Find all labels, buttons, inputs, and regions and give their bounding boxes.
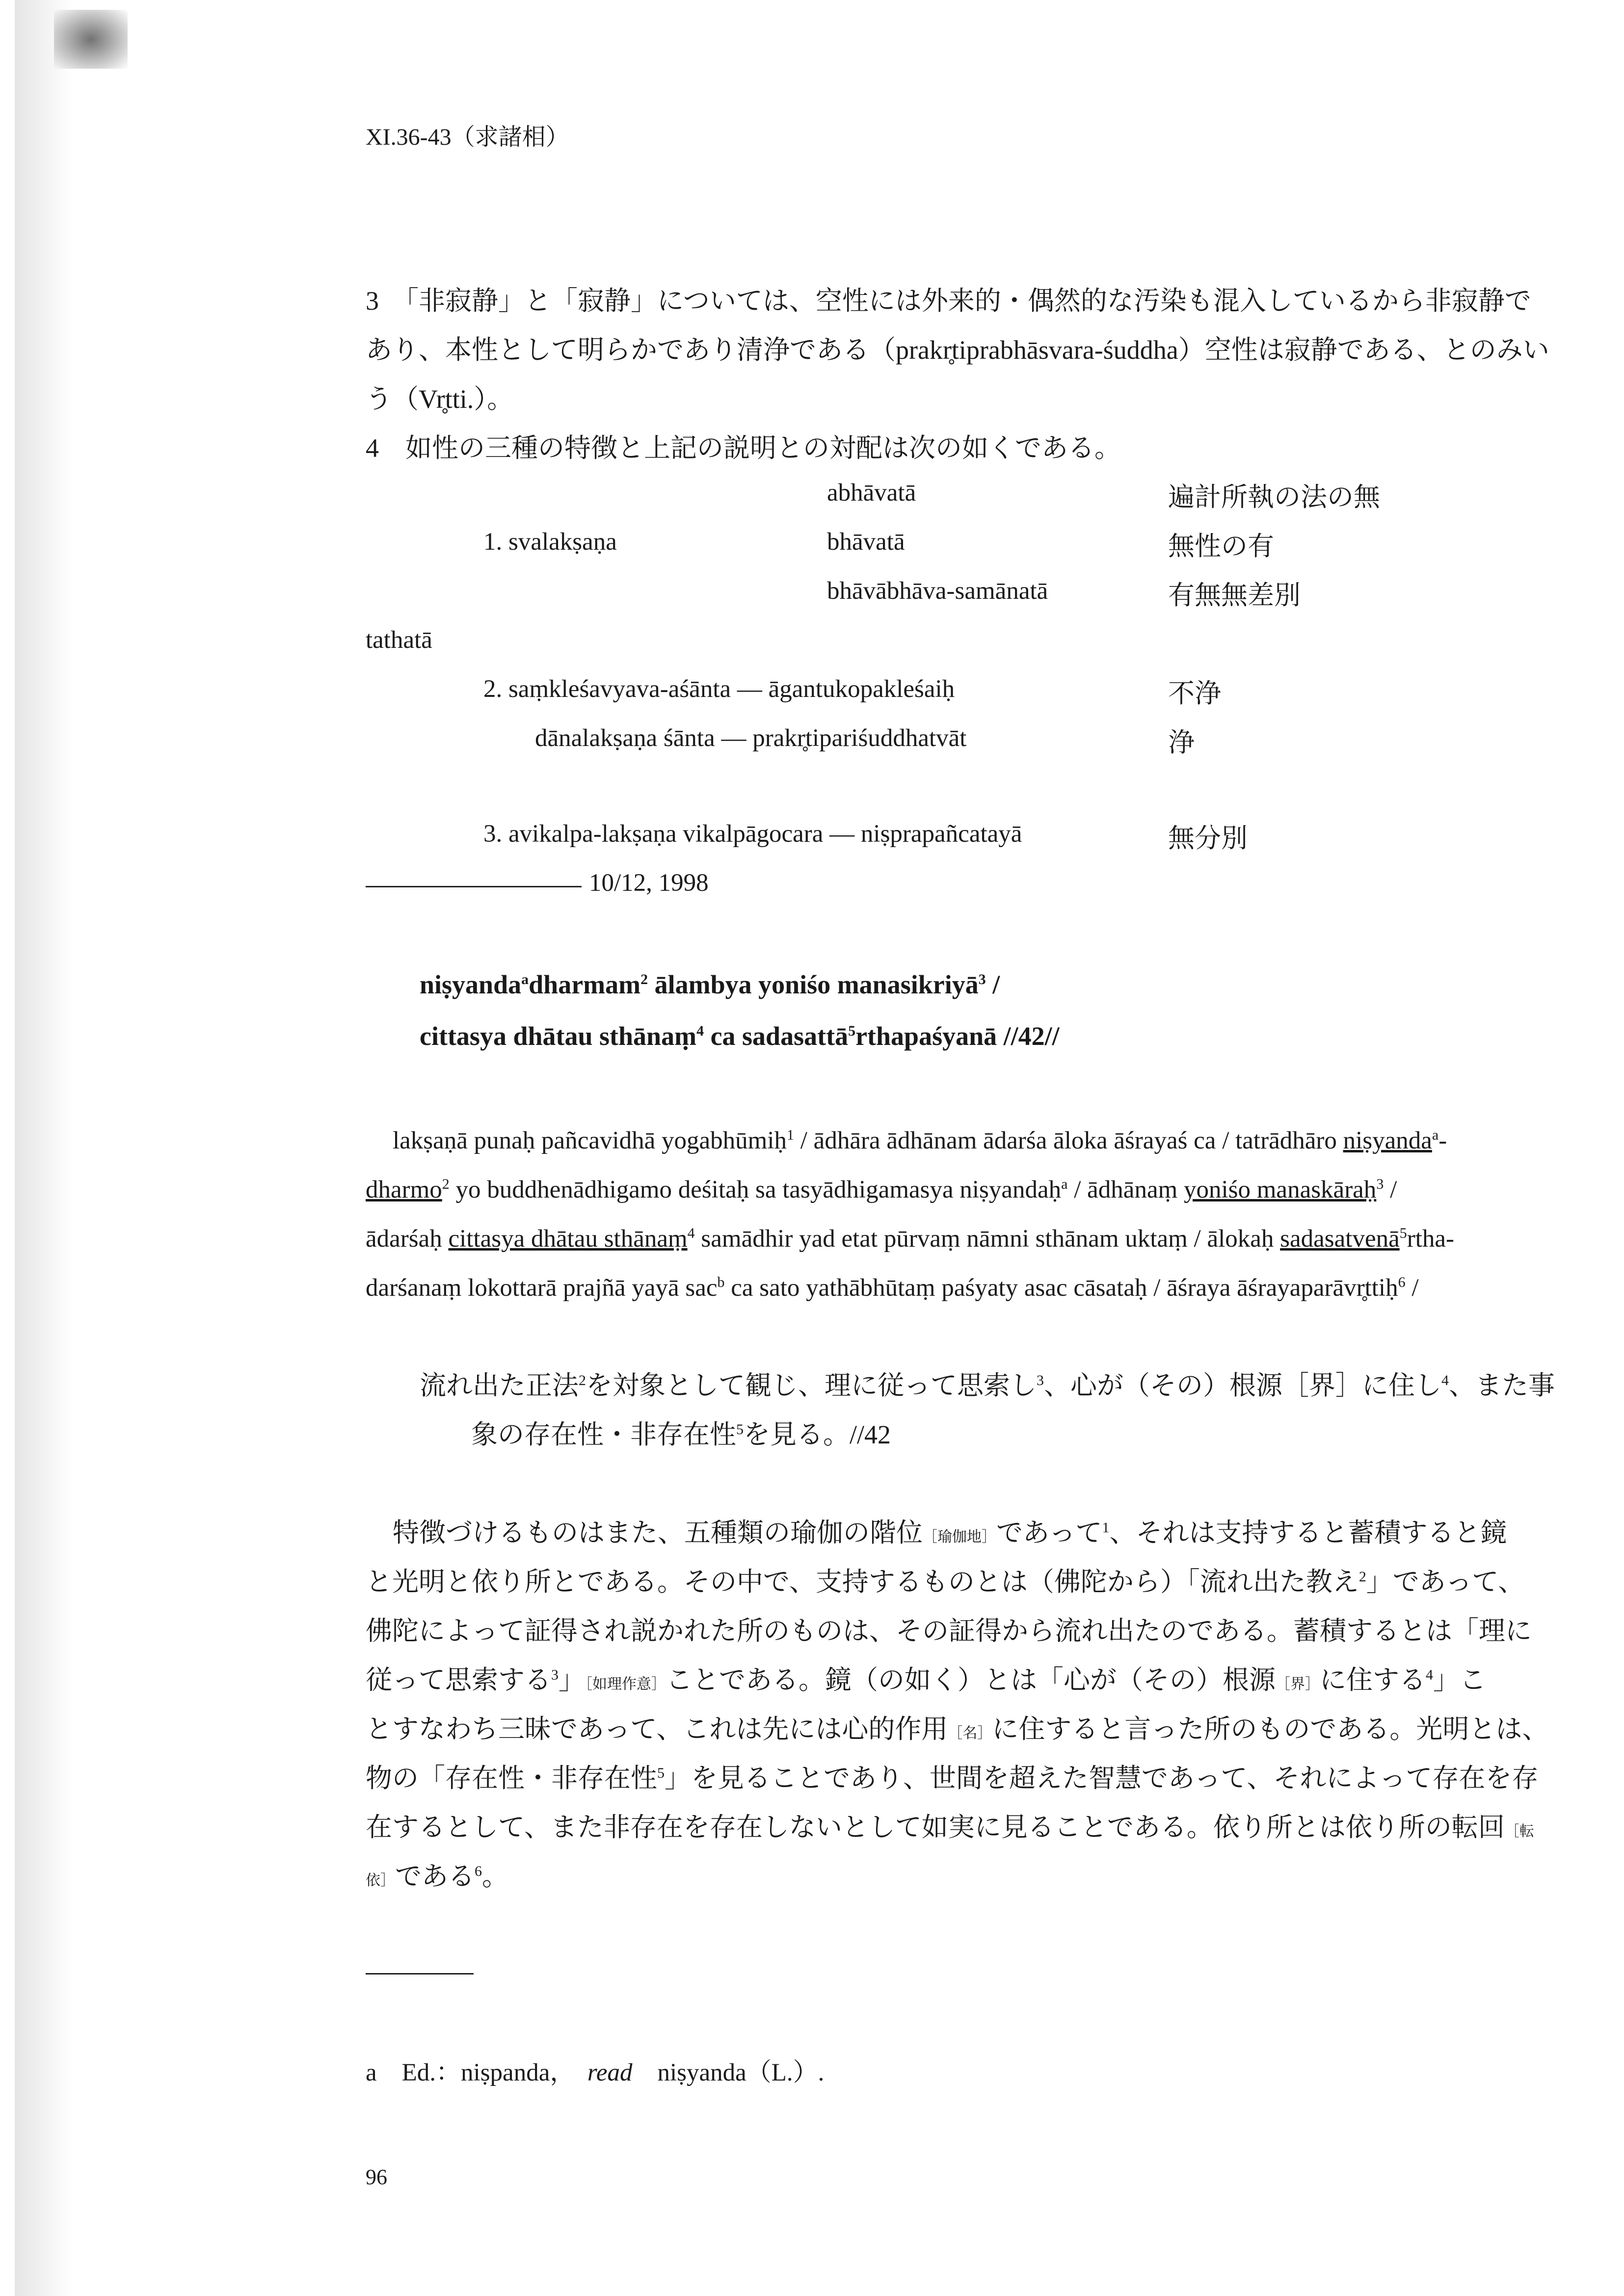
page-number: 96: [366, 2165, 387, 2189]
samanata: bhāvābhāva-samānatā: [827, 577, 1048, 605]
commentary-line1: lakṣaṇā punaḥ pañcavidhā yogabhūmiḥ$^1$ / ādhāra ādhānam ādarśa āloka āśrayaś ca / tatrādhāro niṣyanda$^a$-: [393, 1127, 1447, 1154]
note-date: 10/12, 1998: [589, 869, 709, 897]
translation-line2: 象の存在性・非存在性$^5$を見る。//42: [471, 1420, 891, 1449]
abhavata-jp: 遍計所執の法の無: [1168, 482, 1380, 512]
scan-corner-mark: [54, 10, 128, 69]
samanata-jp: 有無無差別: [1168, 581, 1301, 610]
commentary-line4: darśanaṃ lokottarā prajñā yayā sac$^b$ ca sato yathābhūtaṃ paśyaty asac cāsataḥ / āśraya āśrayaparāvr̥ttiḥ$^6$ /: [366, 1274, 1419, 1302]
explanation-line8: 依］である$^6$。: [366, 1862, 508, 1891]
footnote-a: a Ed.：niṣpanda， read niṣyanda（L.）.: [366, 2059, 825, 2086]
footnote-rule: [366, 1973, 474, 1975]
explanation-line1: 特徴づけるものはまた、五種類の瑜伽の階位［瑜伽地］であって$^1$、それは支持すると蓄積すると鏡: [393, 1518, 1507, 1548]
translation-line1: 流れ出た正法$^2$を対象として観じ、理に従って思索し$^3$、心が（その）根源［界］に住し$^4$、また事: [420, 1371, 1555, 1400]
tathata-root: tathatā: [366, 626, 432, 654]
running-head: XI.36-43（求諸相）: [366, 124, 569, 150]
item2-line1: 2. saṃkleśavyava-aśānta ― āgantukopakleśaiḥ: [483, 675, 955, 703]
item1-label: 1. svalakṣaṇa: [483, 528, 617, 556]
note3-line1: 3 「非寂静」と「寂静」については、空性には外来的・偶然的な汚染も混入しているから非寂静で: [366, 286, 1531, 316]
explanation-line4: 従って思索する$^3$」［如理作意］ことである。鏡（の如く）とは「心が（その）根源［界］に住する$^4$」こ: [366, 1665, 1486, 1695]
note3-line3: う（Vr̥tti.）。: [366, 384, 514, 414]
explanation-line2: と光明と依り所とである。その中で、支持するものとは（佛陀から）「流れ出た教え$^2$」であって、: [366, 1567, 1525, 1597]
item3-jp: 無分別: [1168, 824, 1248, 853]
item3-line: 3. avikalpa-lakṣaṇa vikalpāgocara ― niṣprapañcatayā: [483, 820, 1022, 848]
bhavata-jp: 無性の有: [1168, 532, 1274, 561]
commentary-line3: ādarśaḥ cittasya dhātau sthānaṃ$^4$ samādhir yad etat pūrvaṃ nāmni sthānam uktaṃ / ālokaḥ sadasatvenā$^5$rtha-: [366, 1225, 1454, 1253]
date-rule: [366, 886, 582, 887]
item2-line2: dānalakṣaṇa śānta ― prakr̥tipariśuddhatvāt: [535, 724, 967, 752]
verse-line2: cittasya dhātau sthānaṃ$^4$ ca sadasattā$^5$rthapaśyanā //42//: [420, 1021, 1060, 1051]
explanation-line3: 佛陀によって証得され説かれた所のものは、その証得から流れ出たのである。蓄積するとは「理に: [366, 1616, 1532, 1646]
explanation-line5: とすなわち三昧であって、これは先には心的作用［名］に住すると言った所のものである。光明とは、: [366, 1714, 1549, 1744]
verse-line1: niṣyanda$^a$dharmam$^2$ ālambya yoniśo manasikriyā$^3$ /: [420, 970, 1000, 999]
bhavata: bhāvatā: [827, 528, 905, 556]
note4-intro: 4 如性の三種の特徴と上記の説明との対配は次の如くである。: [366, 433, 1121, 463]
item2-jp1: 不浄: [1168, 679, 1221, 708]
note3-line2: あり、本性として明らかであり清浄である（prakr̥tiprabhāsvara-śuddha）空性は寂静である、とのみい: [366, 335, 1549, 365]
abhavata: abhāvatā: [827, 479, 916, 507]
explanation-line7: 在するとして、また非存在を存在しないとして如実に見ることである。依り所とは依り所の転回［転: [366, 1813, 1534, 1842]
commentary-line2: dharmo$^2$ yo buddhenādhigamo deśitaḥ sa tasyādhigamasya niṣyandaḥ$^a$ / ādhānaṃ yoniśo manaskāraḥ$^3$ /: [366, 1176, 1397, 1203]
scan-edge-shadow: [15, 0, 74, 2296]
explanation-line6: 物の「存在性・非存在性$^5$」を見ることであり、世間を超えた智慧であって、それによって存在を存: [366, 1763, 1539, 1793]
item2-jp2: 浄: [1168, 728, 1195, 757]
